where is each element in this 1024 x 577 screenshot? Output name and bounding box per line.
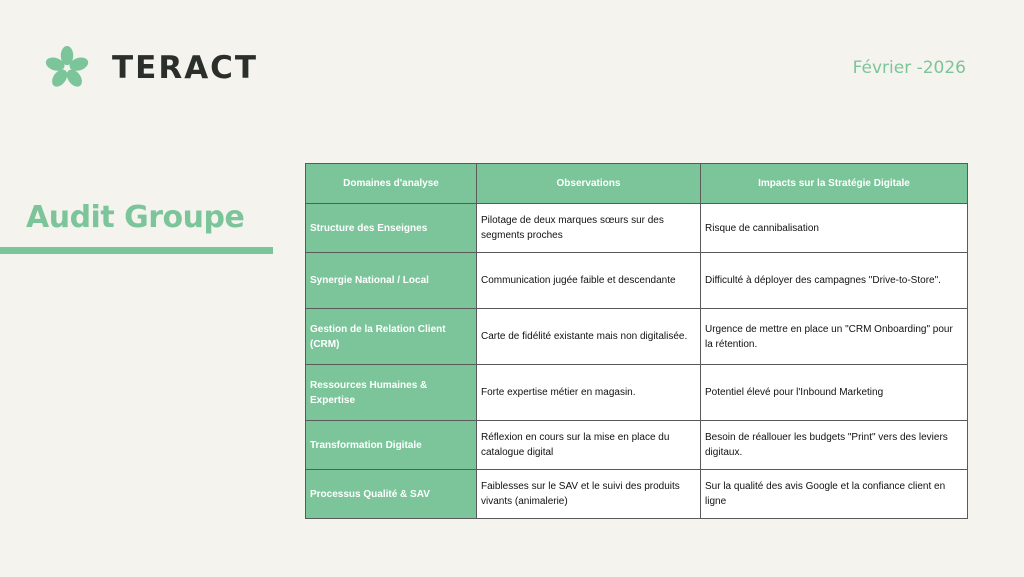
slide-title: Audit Groupe — [26, 200, 245, 235]
row-domain: Transformation Digitale — [306, 421, 477, 470]
column-header-impacts: Impacts sur la Stratégie Digitale — [701, 164, 968, 204]
row-observation: Faiblesses sur le SAV et le suivi des produits vivants (animalerie) — [477, 470, 701, 519]
column-header-domain: Domaines d'analyse — [306, 164, 477, 204]
row-domain: Gestion de la Relation Client (CRM) — [306, 309, 477, 365]
row-impact: Risque de cannibalisation — [701, 204, 968, 253]
row-domain: Ressources Humaines & Expertise — [306, 365, 477, 421]
row-impact: Potentiel élevé pour l'Inbound Marketing — [701, 365, 968, 421]
flower-icon — [44, 44, 90, 92]
title-underline — [0, 247, 273, 254]
column-header-observations: Observations — [477, 164, 701, 204]
row-domain: Processus Qualité & SAV — [306, 470, 477, 519]
row-impact: Besoin de réallouer les budgets "Print" vers des leviers digitaux. — [701, 421, 968, 470]
slide-date: Février -2026 — [852, 58, 966, 78]
brand-logo — [44, 44, 258, 92]
table-row — [306, 421, 968, 470]
row-observation: Communication jugée faible et descendante — [477, 253, 701, 309]
row-observation: Carte de fidélité existante mais non digitalisée. — [477, 309, 701, 365]
table-row — [306, 253, 968, 309]
row-observation: Forte expertise métier en magasin. — [477, 365, 701, 421]
table-header-row — [306, 164, 968, 204]
table-row — [306, 470, 968, 519]
audit-table — [305, 163, 968, 519]
row-impact: Difficulté à déployer des campagnes "Drive-to-Store". — [701, 253, 968, 309]
table-row — [306, 204, 968, 253]
row-domain: Synergie National / Local — [306, 253, 477, 309]
row-observation: Pilotage de deux marques sœurs sur des segments proches — [477, 204, 701, 253]
brand-name: TERACT — [112, 50, 259, 86]
table-row — [306, 309, 968, 365]
row-impact: Urgence de mettre en place un "CRM Onboarding" pour la rétention. — [701, 309, 968, 365]
row-impact: Sur la qualité des avis Google et la confiance client en ligne — [701, 470, 968, 519]
row-domain: Structure des Enseignes — [306, 204, 477, 253]
table-row — [306, 365, 968, 421]
row-observation: Réflexion en cours sur la mise en place du catalogue digital — [477, 421, 701, 470]
